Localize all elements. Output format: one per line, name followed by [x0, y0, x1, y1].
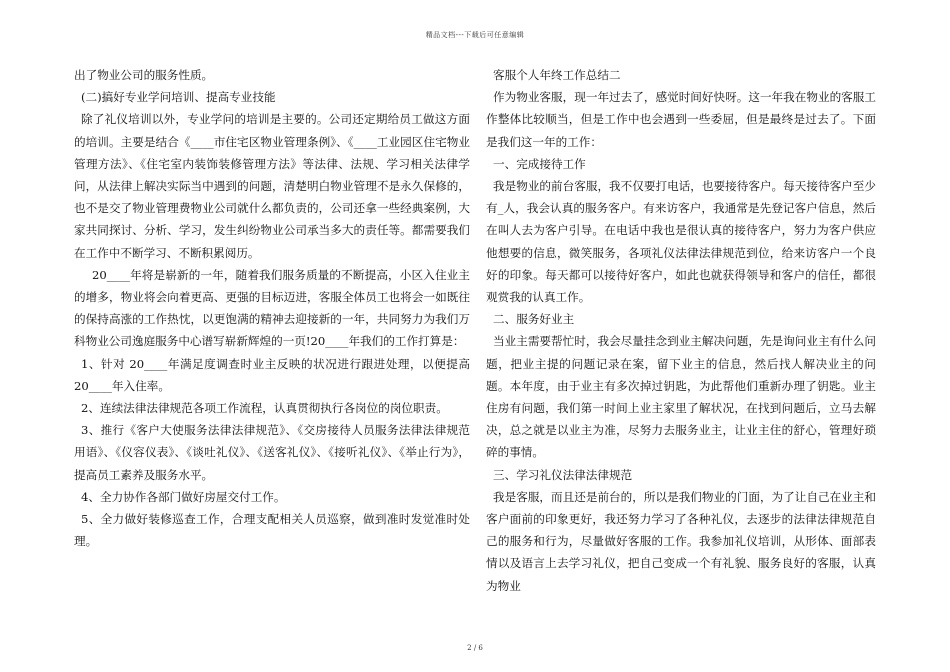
left-plan-item-5: 5、全力做好装修巡查工作，合理支配相关人员巡察，做到准时发觉准时处理。 — [74, 512, 470, 549]
left-plan-item-4: 4、全力协作各部门做好房屋交付工作。 — [81, 489, 286, 504]
right-title: 客服个人年终工作总结二 — [493, 68, 621, 82]
right-paragraph-serve-owners: 当业主需要帮忙时，我会尽量挂念到业主解决问题，先是询问业主有什么问题，把业主提的问题记录在案，留下业主的信息，然后找人解决业主的问题。本年度，由于业主有多次掉过钥匙，为此帮他们重新办理了钥匙。业主住房有问题，我们第一时间上业主家里了解状况，在找到问题后，立马去解决，总之就是以业主为准，尽努力去服务业主，让业主住的舒心，管理好琐碎的事情。 — [486, 334, 876, 460]
right-paragraph-etiquette: 我是客服，而且还是前台的，所以是我们物业的门面，为了让自己在业主和客户面前的印象更好，我还努力学习了各种礼仪，去逐步的法律法律规范自己的服务和行为，尽量做好客服的工作。我参加礼仪培训，从形体、面部表情以及语言上去学习礼仪，把自己变成一个有礼貌、服务良好的客服，认真为物业 — [486, 489, 876, 593]
left-paragraph-1: 出了物业公司的服务性质。 — [74, 68, 214, 82]
right-heading-reception: 一、完成接待工作 — [493, 156, 586, 171]
right-heading-etiquette: 三、学习礼仪法律法律规范 — [493, 467, 633, 482]
page-number: 2 / 6 — [467, 644, 483, 652]
left-paragraph-training: 除了礼仪培训以外，专业学问的培训是主要的。公司还定期给员工做这方面的培训。主要是结合《____市住宅区物业管理条例》、《____工业园区住宅物业管理方法》、《住宅室内装饰装修管理方法》等法律、法规、学习相关法律学问，从法律上解决实际当中遇到的问题，清楚明白物业管理不是永久保修的，也不是交了物业管理费物业公司就什么都负责的，公司还拿一些经典案例，大家共同探讨、分析、学习，发生纠纷物业公司承当多大的责任等。都需要我们在工作中不断学习、不断积累阅历。 — [74, 112, 470, 260]
left-column — [74, 64, 470, 552]
left-plan-item-3: 3、推行《客户大使服务法律法律规范》、《交房接待人员服务法律法律规范用语》、《仪容仪表》、《谈吐礼仪》、《送客礼仪》、《接听礼仪》、《举止行为》，提高员工素养及服务水平。 — [74, 423, 470, 482]
right-heading-serve-owners: 二、服务好业主 — [493, 312, 575, 327]
right-column — [486, 64, 876, 597]
left-plan-item-1: 1、针对 20____年满足度调查时业主反映的状况进行跟进处理，以便提高 20____年入住率。 — [74, 356, 470, 393]
page-header: 精品文档---下载后可任意编辑 — [425, 31, 525, 39]
right-intro-paragraph: 作为物业客服，现一年过去了，感觉时间好快呀。这一年我在物业的客服工作整体比较顺当，但是工作中也会遇到一些委屈，但是最终是过去了。下面是我们这一年的工作： — [486, 90, 876, 149]
right-paragraph-reception: 我是物业的前台客服，我不仅要打电话，也要接待客户。每天接待客户至少有_人，我会认真的服务客户。有来访客户，我通常是先登记客户信息，然后在叫人去为客户引导。在电话中我也是很认真的接待客户，努力为客户供应他想要的信息，微笑服务，各项礼仪法律法律规范到位，给来访客户一个良好的印象。每天都可以接待好客户，如此也就获得领导和客户的信任，都很观赏我的认真工作。 — [486, 179, 876, 305]
left-section-heading-training: (二)搞好专业学问培训、提高专业技能 — [81, 90, 276, 105]
left-plan-item-2: 2、连续法律法律规范各项工作流程，认真贯彻执行各岗位的岗位职责。 — [81, 401, 448, 416]
left-paragraph-new-year: 20____年将是崭新的一年，随着我们服务质量的不断提高，小区入住业主的增多，物业将会向着更高、更强的目标迈进，客服全体员工也将会一如既往的保持高涨的工作热忱，以更饱满的精神去迎接新的一年，共同努力为我们万科物业公司逸庭服务中心谱写崭新辉煌的一页!20____年我们的工作打算是： — [74, 267, 470, 349]
